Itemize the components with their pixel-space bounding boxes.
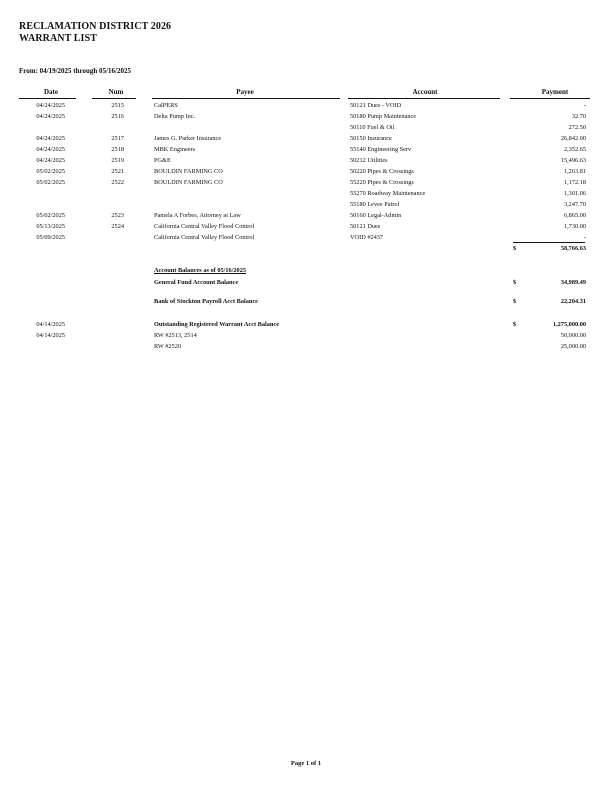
row-date: 05/02/2025 xyxy=(36,212,65,219)
row-payment: - xyxy=(583,102,586,109)
row-date: 04/24/2025 xyxy=(36,157,65,164)
header-rule xyxy=(19,98,76,99)
warrant-currency: $ xyxy=(513,321,517,328)
row-payment: 32.70 xyxy=(571,113,586,120)
row-account: 55180 Levee Patrol xyxy=(350,201,400,208)
row-payment: 1,172.18 xyxy=(563,179,586,186)
row-date: 04/24/2025 xyxy=(36,102,65,109)
row-date: 05/13/2025 xyxy=(36,223,65,230)
warrant-amount: 50,000.00 xyxy=(560,332,586,339)
row-payment: 272.50 xyxy=(568,124,586,131)
document-subtitle: WARRANT LIST xyxy=(19,33,97,44)
payroll-currency: $ xyxy=(513,298,517,305)
row-account: 50220 Pipes & Crossings xyxy=(350,168,414,175)
row-payee: BOULDIN FARMING CO xyxy=(154,168,223,175)
warrant-date: 04/14/2025 xyxy=(36,332,65,339)
row-date: 04/24/2025 xyxy=(36,146,65,153)
row-payment: 1,263.81 xyxy=(563,168,586,175)
row-payment: - xyxy=(583,234,586,241)
header-rule xyxy=(510,98,590,99)
payroll-label: Bank of Stockton Payroll Acct Balance xyxy=(154,298,258,305)
row-payment: 1,730.00 xyxy=(563,223,586,230)
row-num: 2519 xyxy=(111,157,124,164)
row-date: 04/24/2025 xyxy=(36,113,65,120)
date-range: From: 04/19/2025 through 05/16/2025 xyxy=(19,67,131,75)
general-fund-label: General Fund Account Balance xyxy=(154,279,239,286)
document-title: RECLAMATION DISTRICT 2026 xyxy=(19,21,172,32)
balances-heading: Account Balances as of 05/16/2025 xyxy=(154,267,247,274)
row-num: 2516 xyxy=(111,113,124,120)
row-payee: BOULDIN FARMING CO xyxy=(154,179,223,186)
row-account: 55270 Roadway Maintenance xyxy=(350,190,426,197)
column-header-date: Date xyxy=(44,88,58,96)
row-payee: PG&E xyxy=(154,157,171,164)
row-account: 50121 Dues xyxy=(350,223,381,230)
row-date: 05/02/2025 xyxy=(36,168,65,175)
row-account: 50110 Fuel & Oil xyxy=(350,124,395,131)
header-rule xyxy=(348,98,500,99)
payroll-amount: 22,204.31 xyxy=(560,298,586,305)
warrant-date: 04/14/2025 xyxy=(36,321,65,328)
row-num: 2521 xyxy=(111,168,124,175)
row-account: 50121 Dues - VOID xyxy=(350,102,402,109)
row-payment: 3,247.70 xyxy=(563,201,586,208)
row-payee: Pamela A Forbes, Attorney at Law xyxy=(154,212,241,219)
row-account: 50180 Pump Maintenance xyxy=(350,113,417,120)
warrant-label: Outstanding Registered Warrant Acct Balance xyxy=(154,321,279,328)
row-account: 50160 Legal-Admin xyxy=(350,212,402,219)
row-num: 2518 xyxy=(111,146,124,153)
row-payee: Delta Pump Inc. xyxy=(154,113,196,120)
total-currency: $ xyxy=(513,245,517,252)
row-payee: MBK Engineers xyxy=(154,146,196,153)
row-payment: 6,865.00 xyxy=(563,212,586,219)
row-num: 2517 xyxy=(111,135,124,142)
total-amount: 58,766.63 xyxy=(560,245,586,252)
row-account: 55140 Engineering Serv xyxy=(350,146,412,153)
row-account: 50150 Insurance xyxy=(350,135,392,142)
row-num: 2524 xyxy=(111,223,124,230)
row-num: 2523 xyxy=(111,212,124,219)
row-date: 04/24/2025 xyxy=(36,135,65,142)
row-payee: CalPERS xyxy=(154,102,178,109)
row-num: 2522 xyxy=(111,179,124,186)
row-num: 2515 xyxy=(111,102,124,109)
row-account: 55220 Pipes & Crossings xyxy=(350,179,414,186)
header-rule xyxy=(92,98,136,99)
warrant-label: RW #2513, 2514 xyxy=(154,332,197,339)
warrant-label: RW #2520 xyxy=(154,343,181,350)
total-rule xyxy=(513,242,585,243)
row-payment: 2,352.65 xyxy=(563,146,586,153)
row-account: 50212 Utilities xyxy=(350,157,388,164)
column-header-payee: Payee xyxy=(236,88,254,96)
general-fund-currency: $ xyxy=(513,279,517,286)
row-payee: California Central Valley Flood Control xyxy=(154,223,255,230)
row-date: 05/09/2025 xyxy=(36,234,65,241)
page-footer: Page 1 of 1 xyxy=(290,760,322,767)
row-payment: 26,842.00 xyxy=(560,135,586,142)
row-payee: James G. Parker Insurance xyxy=(154,135,222,142)
header-rule xyxy=(152,98,340,99)
warrant-amount: 25,000.00 xyxy=(560,343,586,350)
general-fund-amount: 34,989.49 xyxy=(560,279,586,286)
column-header-num: Num xyxy=(108,88,124,96)
warrant-amount: 1,275,000.00 xyxy=(552,321,586,328)
column-header-payment: Payment xyxy=(541,88,569,96)
column-header-account: Account xyxy=(412,88,438,96)
row-payment: 1,301.06 xyxy=(563,190,586,197)
row-account: VOID #2437 xyxy=(350,234,384,241)
row-payee: California Central Valley Flood Control xyxy=(154,234,255,241)
row-date: 05/02/2025 xyxy=(36,179,65,186)
row-payment: 15,496.63 xyxy=(560,157,586,164)
